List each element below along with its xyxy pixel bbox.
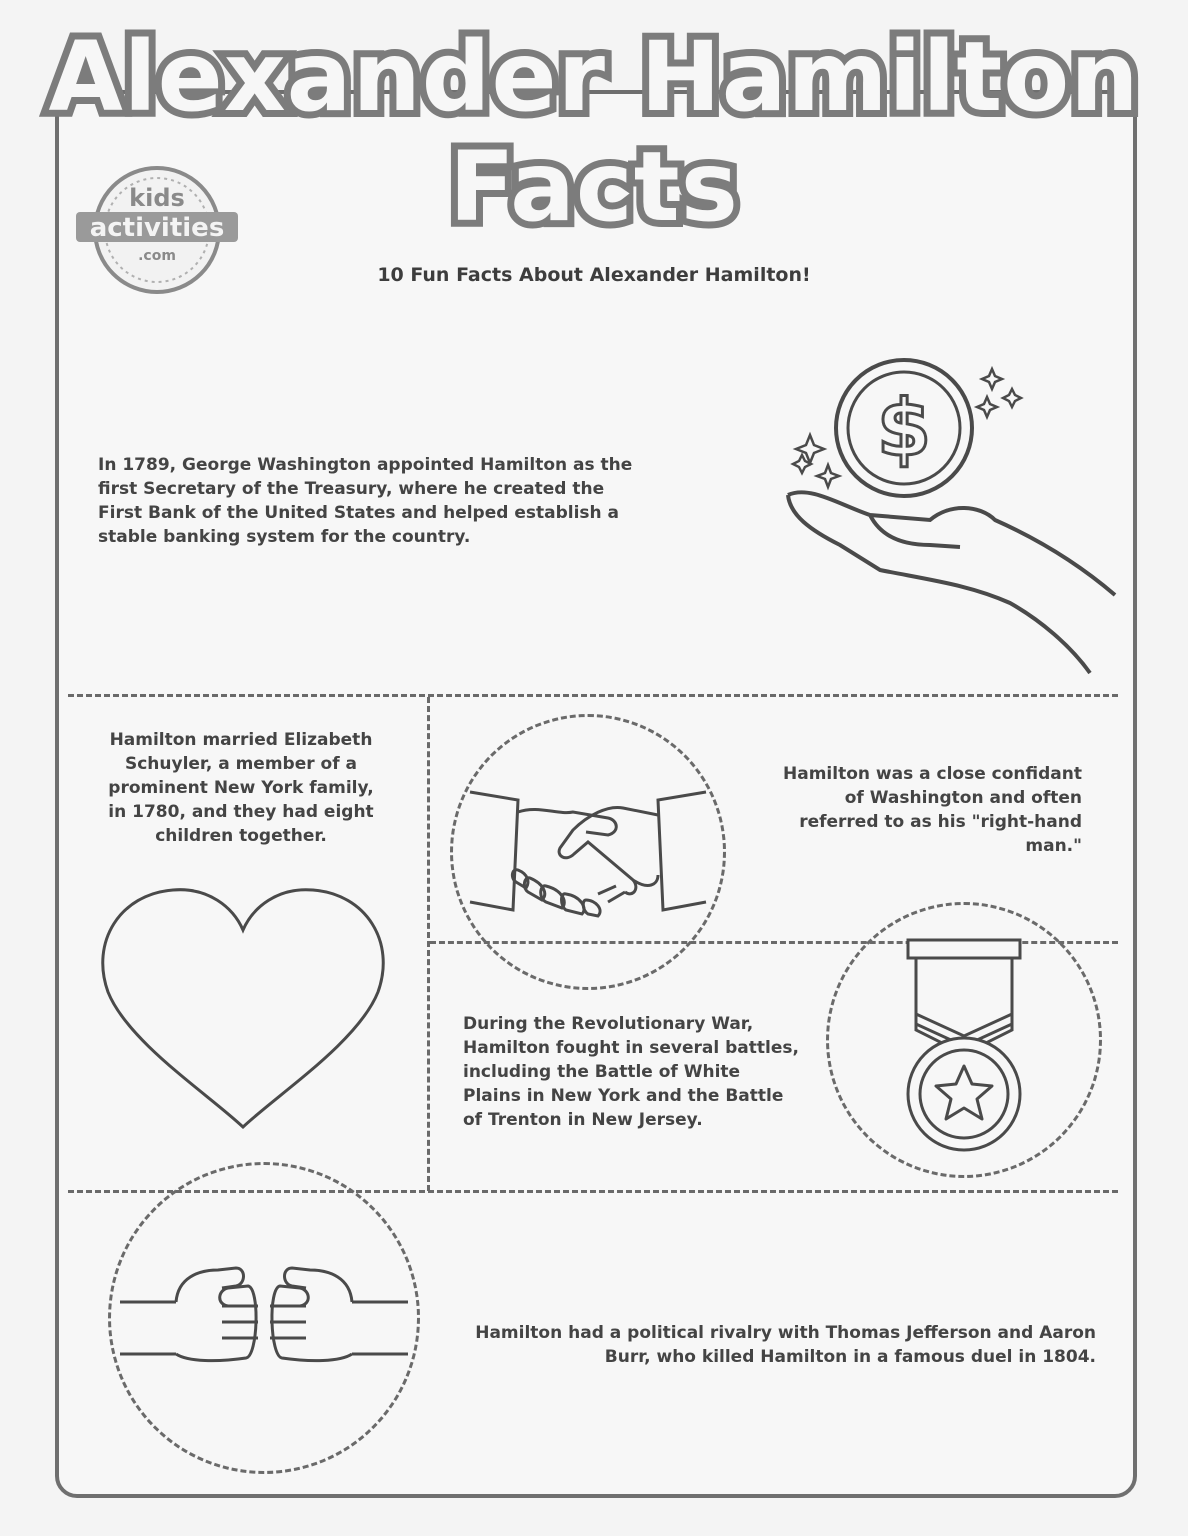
fact-1-line: stable banking system for the country.: [98, 527, 471, 547]
fact-2-text: [80, 728, 402, 848]
fact-1-line: First Bank of the United States and helped establish a: [98, 503, 620, 523]
fact-3-text: [742, 762, 1082, 858]
fist-bump-icon: [118, 1258, 410, 1368]
fact-4-text: [463, 1012, 823, 1132]
handshake-icon: [468, 790, 708, 930]
fact-2-line: Hamilton married Elizabeth: [109, 730, 373, 750]
logo-com-text: .com: [138, 248, 176, 264]
fact-3-line: referred to as his "right-hand: [799, 812, 1082, 832]
divider-line: [68, 694, 1118, 697]
medal-icon: [898, 936, 1030, 1156]
logo-kids-text: kids: [129, 184, 185, 212]
fact-4-line: of Trenton in New Jersey.: [463, 1110, 703, 1130]
logo-activities-text: activities: [89, 213, 225, 243]
fact-1-line: In 1789, George Washington appointed Hamilton as the: [98, 455, 633, 475]
hand-holding-coin-icon: [780, 355, 1120, 685]
page-title-line-1: Alexander Hamilton: [48, 21, 1140, 133]
fact-4-line: During the Revolutionary War,: [463, 1014, 754, 1034]
fact-5-line: Hamilton had a political rivalry with Thomas Jefferson and Aaron: [475, 1323, 1096, 1343]
fact-2-line: in 1780, and they had eight: [108, 802, 374, 822]
fact-2-line: children together.: [155, 826, 327, 846]
svg-text:$: $: [876, 384, 932, 474]
fact-5-text: [430, 1321, 1096, 1369]
fact-3-line: Hamilton was a close confidant: [783, 764, 1082, 784]
fact-2-line: Schuyler, a member of a: [124, 754, 358, 774]
fact-4-line: Plains in New York and the Battle: [463, 1086, 784, 1106]
fact-2-line: prominent New York family,: [108, 778, 374, 798]
page-title-line-2: Facts: [449, 131, 739, 243]
subtitle: 10 Fun Facts About Alexander Hamilton!: [377, 264, 811, 286]
fact-3-line: of Washington and often: [844, 788, 1082, 808]
fact-4-line: including the Battle of White: [463, 1062, 741, 1082]
divider-line: [427, 697, 430, 1191]
fact-4-line: Hamilton fought in several battles,: [463, 1038, 799, 1058]
fact-5-line: Burr, who killed Hamilton in a famous duel in 1804.: [604, 1347, 1096, 1367]
heart-icon: [98, 882, 388, 1132]
fact-3-line: man.": [1025, 836, 1082, 856]
fact-1-line: first Secretary of the Treasury, where he created the: [98, 479, 605, 499]
fact-1-text: [98, 453, 698, 549]
